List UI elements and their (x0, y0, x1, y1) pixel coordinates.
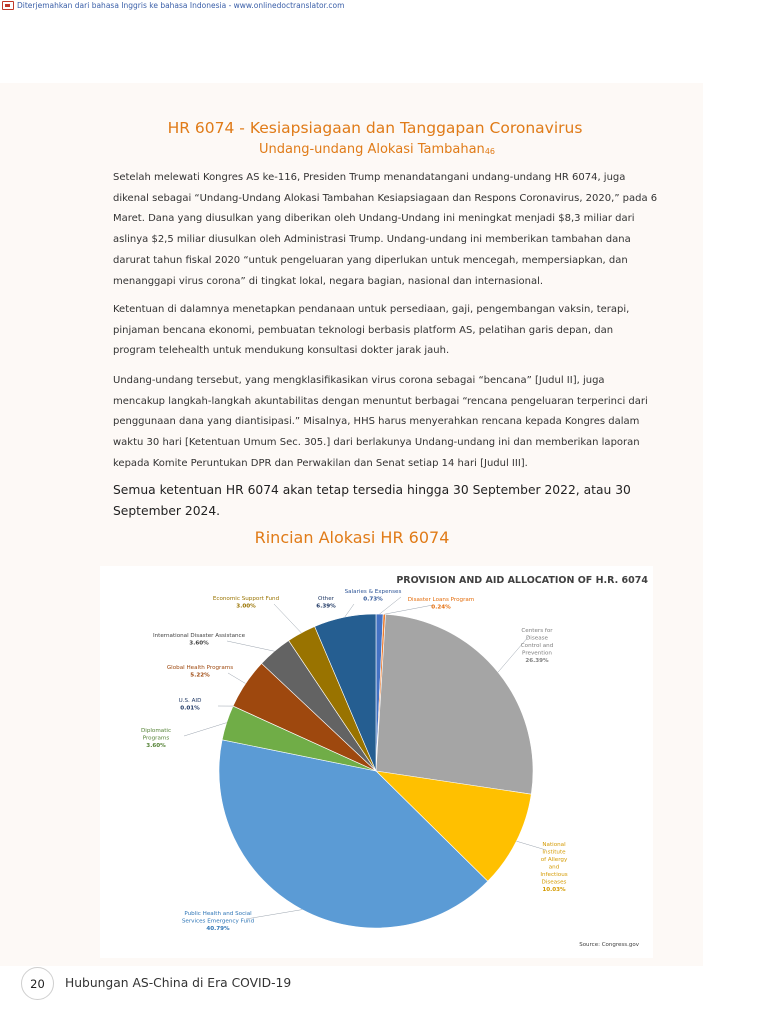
document-translate-icon (2, 1, 14, 10)
pie-label-national-institute-of-allergy-and-infectious-diseases: National Institute of Allergy and Infectious Diseases 10.03% (540, 842, 568, 893)
article-subtitle-text: Undang-undang Alokasi Tambahan (259, 142, 485, 157)
chart-title: PROVISION AND AID ALLOCATION OF H.R. 6074 (396, 575, 648, 586)
pie-value-label: 3.60% (146, 743, 166, 749)
pie-value-label: 26.39% (525, 658, 549, 664)
leader-line-public-health-and-social-services-emergency-fund (246, 910, 302, 919)
pie-label-u-s-aid: U.S. AID 0.01% (178, 698, 202, 712)
pie-label-salaries-expenses: Salaries & Expenses 0.73% (344, 589, 402, 603)
pie-label-centers-for-disease-control-and-prevention: Centers for Disease Control and Prevention 26.39% (520, 628, 554, 664)
pie-value-label: 40.79% (206, 926, 230, 932)
section-heading: Rincian Alokasi HR 6074 (254, 528, 450, 547)
page-number: 20 (21, 967, 54, 1000)
pie-value-label: 3.60% (189, 640, 209, 647)
leader-line-economic-support-fund (274, 604, 301, 633)
pie-value-label: 0.24% (431, 604, 451, 611)
paragraph-3: Undang-undang tersebut, yang mengklasifikasikan virus corona sebagai “bencana” [Judul II], juga mencakup langkah-langkah akuntabilitas dengan menuntut berbagai “rencana pengeluaran terperinci dari penggunaan dana yang diantisipasi.” Misalnya, HHS harus menyerahkan rencana kepada Kongres dalam waktu 30 hari [Ketentuan Umum Sec. 305.] dari berlakunya Undang-undang ini dan memberikan laporan kepada Komite Peruntukan DPR dan Perwakilan dan Senat setiap 14 hari [Judul III]. (113, 375, 648, 469)
allocation-pie-chart (100, 566, 653, 958)
pie-label-international-disaster-assistance: International Disaster Assistance 3.60% (152, 633, 246, 647)
pie-value-label: 3.00% (236, 603, 256, 610)
pie-label-public-health-and-social-services-emergency-fund: Public Health and Social Services Emergency Fund 40.79% (181, 911, 255, 932)
pie-chart-svg (100, 566, 653, 958)
pie-value-label: 0.73% (363, 596, 383, 603)
footnote-marker: 46 (484, 147, 495, 156)
pie-label-global-health-programs: Global Health Programs 5.22% (166, 665, 234, 679)
pie-value-label: 10.03% (542, 887, 566, 893)
paragraph-2: Ketentuan di dalamnya menetapkan pendanaan untuk persediaan, gaji, pengembangan vaksin, terapi, pinjaman bencana ekonomi, pembuatan teknologi berbasis platform AS, pelatihan garis depan, dan program telehealth untuk mendukung konsultasi dokter jarak jauh. (113, 304, 630, 357)
translation-banner-text[interactable]: Diterjemahkan dari bahasa Inggris ke bahasa Indonesia - www.onlinedoctranslator.com (17, 1, 345, 10)
pie-label-disaster-loans-program: Disaster Loans Program 0.24% (407, 597, 475, 611)
article-subtitle (0, 142, 754, 157)
leader-line-other (345, 604, 354, 617)
pie-value-label: 6.39% (316, 603, 336, 610)
running-title: Hubungan AS-China di Era COVID-19 (65, 976, 292, 990)
leader-line-international-disaster-assistance (227, 641, 274, 651)
article-title: HR 6074 - Kesiapsiagaan dan Tanggapan Coronavirus (167, 119, 583, 137)
chart-source: Source: Congress.gov (579, 942, 639, 948)
pie-label-economic-support-fund: Economic Support Fund 3.00% (212, 596, 280, 610)
leader-line-disaster-loans-program (384, 605, 433, 614)
pie-label-diplomatic-programs: Diplomatic Programs 3.60% (140, 728, 172, 749)
leader-line-global-health-programs (228, 673, 246, 684)
pie-value-label: 5.22% (190, 672, 210, 679)
pie-slices (219, 614, 533, 928)
pie-value-label: 0.01% (180, 705, 200, 712)
paragraph-1: Setelah melewati Kongres AS ke-116, Presiden Trump menandatangani undang-undang HR 6074, juga dikenal sebagai “Undang-Undang Alokasi Tambahan Kesiapsiagaan dan Respons Coronavirus, 2020,” pada 6 Maret. Dana yang diusulkan yang diberikan oleh Undang-Undang ini meningkat menjadi $8,3 miliar dari aslinya $2,5 miliar diusulkan oleh Administrasi Trump. Undang-undang ini memberikan tambahan dana darurat tahun fiskal 2020 “untuk pengeluaran yang diperlukan untuk mencegah, mempersiapkan, dan menanggapi virus corona” di tingkat lokal, negara bagian, nasional dan internasional. (113, 172, 658, 287)
pie-label-other: Other 6.39% (316, 596, 336, 610)
translation-banner[interactable] (2, 0, 344, 11)
pie-slice-centers-for-disease-control-and-prevention (376, 614, 533, 794)
paragraph-4: Semua ketentuan HR 6074 akan tetap tersedia hingga 30 September 2022, atau 30 September 2024. (113, 483, 631, 518)
leader-line-diplomatic-programs (184, 723, 227, 736)
